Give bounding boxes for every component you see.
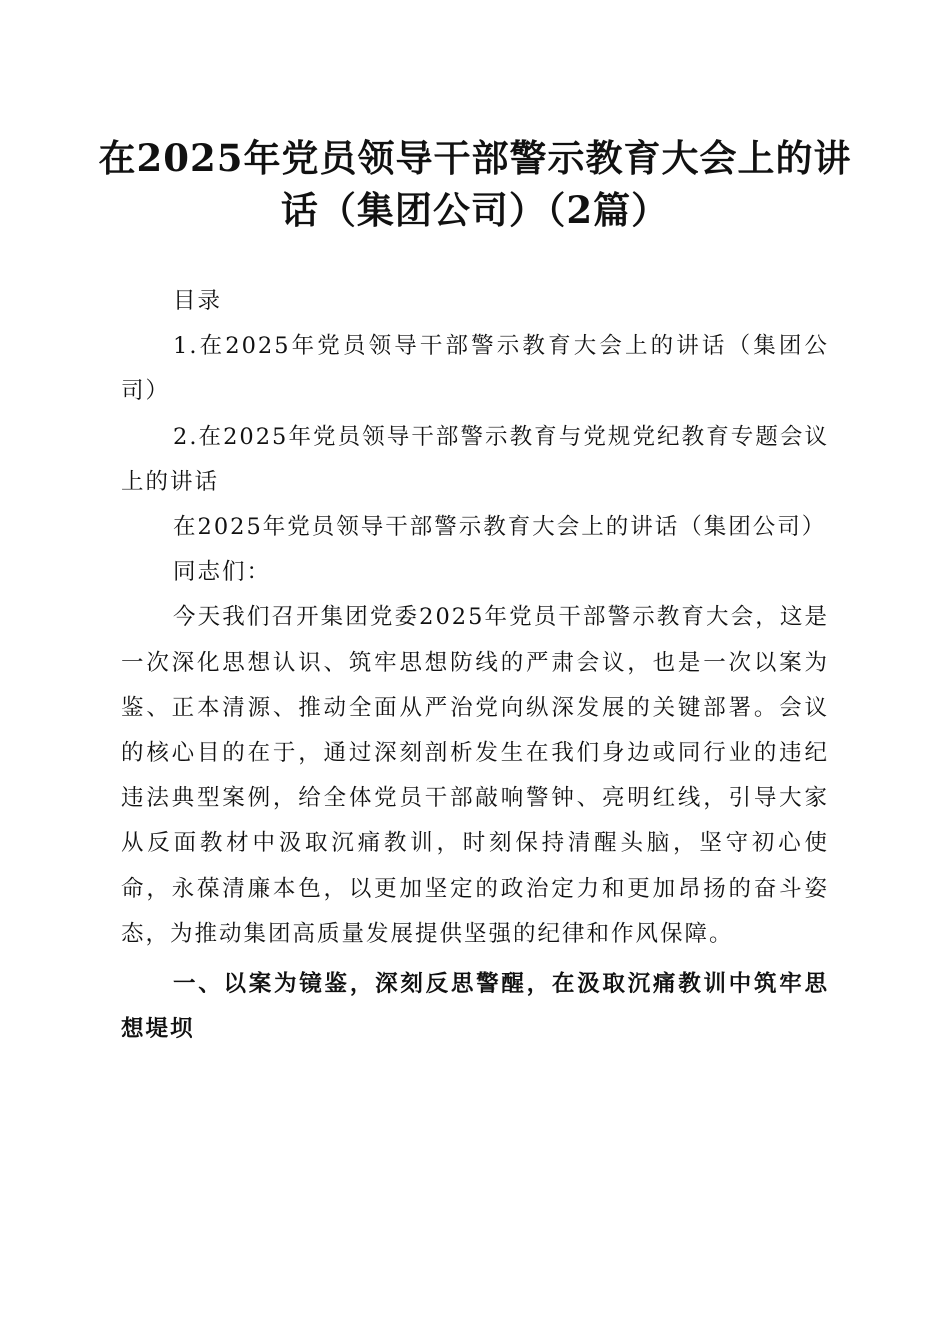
toc-item-2: 2.在2025年党员领导干部警示教育与党规党纪教育专题会议上的讲话 — [121, 423, 829, 495]
salutation: 同志们： — [173, 559, 272, 586]
title-line-1: 在2025年党员领导干部警示教育大会上的讲 — [98, 136, 852, 180]
title-line-2: 话（集团公司）（2篇） — [280, 188, 670, 232]
toc-label: 目录 — [173, 288, 223, 314]
section-title: 在2025年党员领导干部警示教育大会上的讲话（集团公司） — [173, 514, 827, 541]
document-body — [121, 279, 829, 1052]
toc-item-1: 1.在2025年党员领导干部警示教育大会上的讲话（集团公司） — [121, 333, 829, 405]
heading-1: 一、以案为镜鉴，深刻反思警醒，在汲取沉痛教训中筑牢思想堤坝 — [121, 971, 829, 1043]
paragraph-1: 今天我们召开集团党委2025年党员干部警示教育大会，这是一次深化思想认识、筑牢思想防线的严肃会议，也是一次以案为鉴、正本清源、推动全面从严治党向纵深发展的关键部署。会议的核心目的在于，通过深刻剖析发生在我们身边或同行业的违纪违法典型案例，给全体党员干部敲响警钟、亮明红线，引导大家从反面教材中汲取沉痛教训，时刻保持清醒头脑，坚守初心使命，永葆清廉本色，以更加坚定的政治定力和更加昂扬的奋斗姿态，为推动集团高质量发展提供坚强的纪律和作风保障。 — [121, 604, 829, 947]
document-title — [95, 132, 855, 236]
